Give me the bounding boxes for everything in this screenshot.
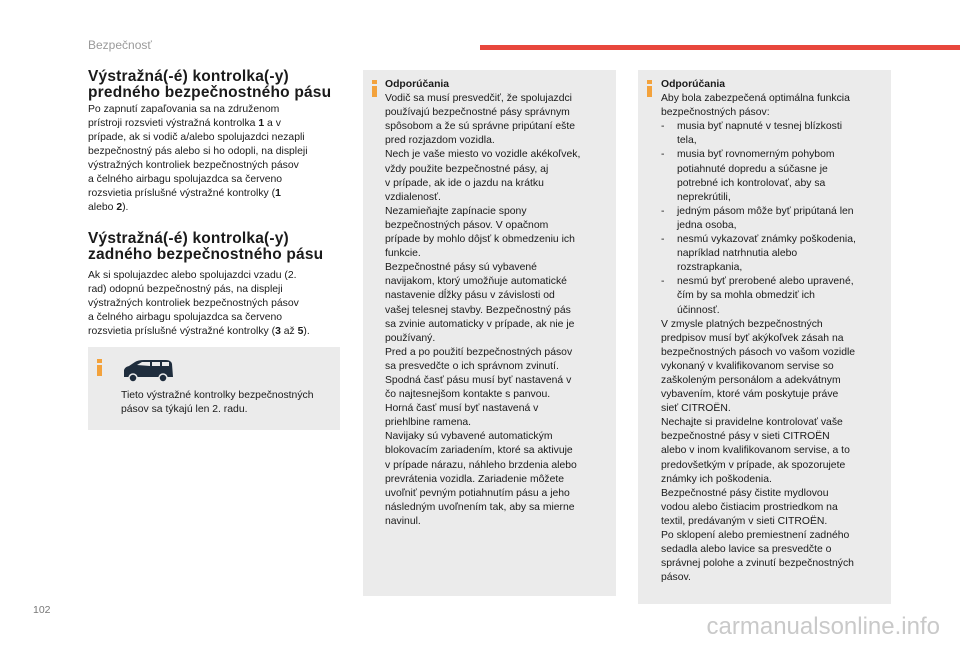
text-line: alebo v inom kvalifikovanom servise, a to <box>661 445 850 457</box>
front-belt-body: Po zapnutí zapaľovania sa na združenom prístroji rozsvieti výstražná kontrolka 1 a v prípade, ak si vodič a/alebo spolujazdci nezapli bezpečnostný pás alebo si ho odopli, na displeji výstražných kontroliek bezpečnostných pásov a čelného airbagu spolujazdca sa červeno rozsvietia príslušné výstražné kontrolky (1 alebo 2). <box>88 104 308 213</box>
text-line: vašej telesnej stavby. Bezpečnostný pás <box>385 304 571 316</box>
text-line: Nezamieňajte zapínacie spony <box>385 205 527 217</box>
recommendations-list-2 <box>661 120 889 317</box>
text-line: Pred a po použití bezpečnostných pásov <box>385 346 573 358</box>
info-icon <box>646 80 654 97</box>
recommendations-outro-2 <box>661 318 889 586</box>
text-line: vodou alebo čistiacim prostriedkom na <box>661 501 838 513</box>
van-icon <box>120 357 176 385</box>
list-item <box>661 120 889 148</box>
header-accent-bar <box>480 45 960 50</box>
text-line: sa zvinie automaticky v prípade, ak nie je <box>385 318 575 330</box>
text-line: Po sklopení alebo premiestnení zadného <box>661 530 850 541</box>
text-line: textil, predávaným v sieti CITROËN. <box>661 515 828 527</box>
list-item-line: potrebné ich kontrolovať, aby sa <box>677 177 826 189</box>
text-line: pásov. <box>661 572 691 584</box>
text-line: predpisov musí byť akýkoľvek zásah na <box>661 332 844 344</box>
recommendations-title-2: Odporúčania <box>661 79 726 90</box>
list-item-line: musia byť napnuté v tesnej blízkosti <box>677 121 843 133</box>
list-item-line: účinnosť. <box>677 304 720 316</box>
list-item-line: musia byť rovnomerným pohybom <box>677 149 835 161</box>
text-line: bezpečnostných pásov. V opačnom <box>385 219 549 231</box>
page-number: 102 <box>33 604 51 616</box>
rear-belt-body: Ak si spolujazdec alebo spolujazdci vzadu (2. rad) odopnú bezpečnostný pás, na displeji výstražných kontroliek bezpečnostných pásov a čelného airbagu spolujazdca sa červeno rozsvietia príslušné výstražné kontrolky (3 až 5). <box>88 270 310 337</box>
text-line: používajú bezpečnostné pásy správnym <box>385 107 570 119</box>
list-item-line: potiahnuté dopredu a súčasne je <box>677 163 828 175</box>
text-line: uvoľniť pevným potiahnutím pásu a jeho <box>385 487 570 499</box>
text-line: v prípade, ak ide o jazdu na krátku <box>385 177 544 189</box>
text-line: prípade by mohlo dôjsť k obmedzeniu ich <box>385 234 575 246</box>
info-icon <box>96 359 104 376</box>
rear-row-note-box <box>88 347 340 430</box>
text-line: používaný. <box>385 332 436 344</box>
text-line: v prípade nárazu, náhleho brzdenia alebo <box>385 459 577 471</box>
text-line: Bezpečnostné pásy sú vybavené <box>385 262 537 274</box>
list-item-line: čím by sa mohla obmedziť ich <box>677 290 815 302</box>
text-line: navijakom, ktorý umožňuje automatické <box>385 276 567 288</box>
list-item-line: tela, <box>677 135 697 147</box>
text-line: Navijaky sú vybavené automatickým <box>385 431 553 443</box>
running-header: Bezpečnosť <box>88 38 152 52</box>
list-item-line: neprekrútili, <box>677 191 731 203</box>
text-line: V zmysle platných bezpečnostných <box>661 318 823 330</box>
text-line: správnej polohe a zvinutí bezpečnostných <box>661 558 854 570</box>
list-item-line: napríklad natrhnutia alebo <box>677 248 798 260</box>
rear-belt-title: Výstražná(-é) kontrolka(-y) zadného bezpečnostného pásu <box>88 230 324 263</box>
text-line: vždy použite bezpečnostné pásy, aj <box>385 163 549 175</box>
text-line: vzdialenosť. <box>385 191 441 203</box>
text-line: bezpečnostné pásy v sieti CITROËN <box>661 431 830 443</box>
text-line: vybavením, ktoré vám poskytuje práve <box>661 389 839 401</box>
text-line: Nech je vaše miesto vo vozidle akékoľvek, <box>385 149 581 161</box>
info-icon <box>371 80 379 97</box>
text-line: čo najtesnejšom kontakte s panvou. <box>385 389 551 401</box>
recommendations-text-2 <box>661 78 889 585</box>
recommendations-box-1 <box>363 70 616 596</box>
text-line: vykonaný v kvalifikovanom servise so <box>661 360 834 372</box>
list-item-line: jedným pásom môže byť pripútaná len <box>677 205 854 217</box>
text-line: Bezpečnostné pásy čistite mydlovou <box>661 487 829 499</box>
text-line: nastavenie dĺžky pásu v závislosti od <box>385 290 555 302</box>
text-line: známky ich poškodenia. <box>661 473 772 485</box>
list-dash: - <box>661 121 665 133</box>
text-line: Horná časť musí byť nastavená v <box>385 403 539 415</box>
watermark: carmanualsonline.info <box>706 613 940 640</box>
recommendations-body-1 <box>385 92 613 529</box>
text-line: sieť CITROËN. <box>661 403 731 415</box>
text-line: navinul. <box>385 515 421 527</box>
text-line: Spodná časť pásu musí byť nastavená v <box>385 374 572 386</box>
front-belt-title: Výstražná(-é) kontrolka(-y) predného bezpečnostného pásu <box>88 68 332 101</box>
front-belt-section <box>88 69 342 215</box>
list-item-line: jedna osoba, <box>677 219 737 231</box>
list-item <box>661 275 889 317</box>
list-item <box>661 233 889 275</box>
text-line: priehlbine ramena. <box>385 417 472 429</box>
list-item-line: nesmú byť prerobené alebo upravené, <box>677 276 854 288</box>
text-line: prevrátenia vozidla. Zariadenie môžete <box>385 473 565 485</box>
text-line: sedadla alebo lavice sa presvedčte o <box>661 544 832 556</box>
list-item <box>661 148 889 204</box>
recommendations-intro-2 <box>661 92 889 120</box>
text-line: bezpečnostných pásov: <box>661 107 770 119</box>
text-line: pred rozjazdom vozidla. <box>385 135 495 147</box>
list-dash: - <box>661 149 665 161</box>
list-dash: - <box>661 234 665 246</box>
text-line: Nechajte si pravidelne kontrolovať vaše <box>661 417 843 429</box>
text-line: sa presvedčte o ich správnom zvinutí. <box>385 360 559 372</box>
list-item <box>661 205 889 233</box>
recommendations-box-2 <box>638 70 891 604</box>
list-item-line: rozstrapkania, <box>677 262 743 274</box>
text-line: spôsobom a že sú správne pripútaní ešte <box>385 121 576 133</box>
list-dash: - <box>661 276 665 288</box>
recommendations-title-1: Odporúčania <box>385 79 450 90</box>
text-line: predovšetkým v prípade, ak spozorujete <box>661 459 846 471</box>
text-line: Aby bola zabezpečená optimálna funkcia <box>661 93 850 105</box>
text-line: zaškoleným personálom a adekvátnym <box>661 374 841 386</box>
rear-row-note-text: Tieto výstražné kontrolky bezpečnostných pásov sa týkajú len 2. radu. <box>121 390 314 416</box>
text-line: bezpečnostných pásoch vo vašom vozidle <box>661 346 856 358</box>
rear-belt-section <box>88 231 342 339</box>
list-item-line: nesmú vykazovať známky poškodenia, <box>677 234 856 246</box>
text-line: Vodič sa musí presvedčiť, že spolujazdci <box>385 93 572 105</box>
text-line: následným uvoľnením tak, aby sa mierne <box>385 501 575 513</box>
text-line: funkcie. <box>385 248 421 260</box>
list-dash: - <box>661 205 665 217</box>
recommendations-text-1 <box>385 78 613 529</box>
text-line: blokovacím zariadením, ktoré sa aktivuje <box>385 445 573 457</box>
